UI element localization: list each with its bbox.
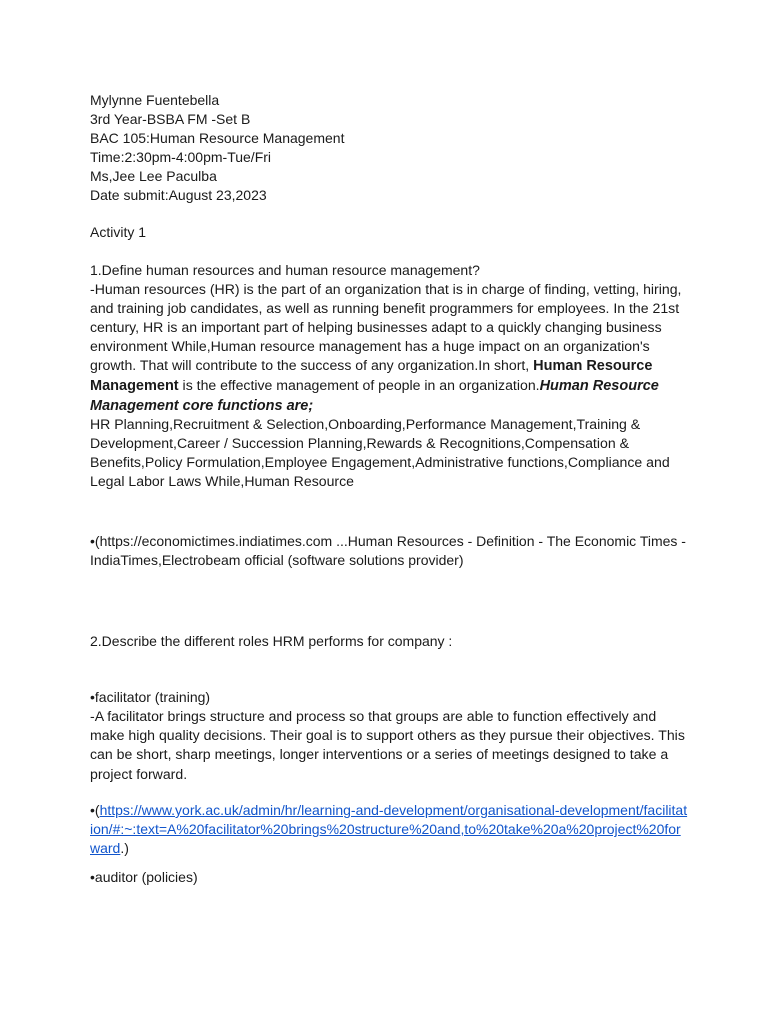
role-2-title: •auditor (policies) (90, 869, 198, 885)
answer-1-source: •(https://economictimes.indiatimes.com ...Human Resources - Definition - The Economic Times - IndiaTimes,Electrobeam official (software solutions provider) (90, 533, 686, 568)
answer-1-text-b: is the effective management of people in an organization. (178, 377, 540, 393)
role-1-source-link[interactable]: https://www.york.ac.uk/admin/hr/learning-and-development/organisational-development/facilitation/#:~:text=A%20facilitator%20brings%20structure%20and,to%20take%20a%20project%20forward (90, 802, 688, 856)
role-1-description: -A facilitator brings structure and process so that groups are able to function effectively and make high quality decisions. Their goal is to support others as they pursue their objectives. This can be short, sharp meetings, longer interventions or a series of meetings designed to take a project forward. (90, 708, 685, 782)
answer-1-bold-term: Human Resource Management (90, 358, 653, 394)
role-1-source (90, 801, 690, 858)
question-2: 2.Describe the different roles HRM performs for company : (90, 633, 453, 649)
header-block (90, 91, 690, 205)
core-functions-list: HR Planning,Recruitment & Selection,Onboarding,Performance Management,Training & Development,Career / Succession Planning,Rewards & Recognitions,Compensation & Benefits,Policy Formulation,Employee Engagement,Administrative functions,Compliance and Legal Labor Laws While,Human Resource (90, 416, 670, 489)
answer-1-text-a: -Human resources (HR) is the part of an organization that is in charge of finding, vetting, hiring, and training job candidates, as well as running benefit programmers for employees. In the 21st century, HR is an important part of helping businesses adapt to a quickly changing business environment While,Human resource management has a huge impact on an organization's growth. That will contribute to the success of any organization.In short, (90, 281, 682, 373)
role-1-source-prefix: •( (90, 802, 100, 818)
role-1-source-suffix: .) (120, 840, 129, 856)
document-page (90, 0, 690, 1024)
answer-1-paragraph (90, 280, 690, 416)
course-title: BAC 105:Human Resource Management (90, 130, 345, 146)
date-submitted: Date submit:August 23,2023 (90, 187, 267, 203)
activity-title: Activity 1 (90, 224, 147, 240)
year-section: 3rd Year-BSBA FM -Set B (90, 111, 251, 127)
student-name: Mylynne Fuentebella (90, 92, 220, 108)
role-1-title: •facilitator (training) (90, 689, 211, 705)
question-1: 1.Define human resources and human resource management? (90, 262, 480, 278)
answer-1-core-functions-heading: Human Resource Management core functions are; (90, 378, 659, 414)
class-time: Time:2:30pm-4:00pm-Tue/Fri (90, 149, 272, 165)
instructor-name: Ms,Jee Lee Paculba (90, 168, 217, 184)
